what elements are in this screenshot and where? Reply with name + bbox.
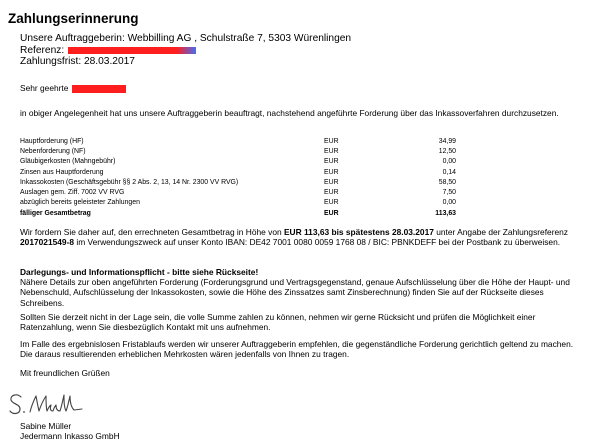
fee-label: abzüglich bereits geleisteter Zahlungen [20, 199, 140, 207]
fee-label: Hauptforderung (HF) [20, 137, 84, 145]
intro-paragraph: in obiger Angelegenheit hat uns unsere Auftraggeberin beauftragt, nachstehend angeführte Forderung über das Inkassoverfahren durchzusetzen. [20, 108, 559, 118]
reference-label: Referenz: [20, 45, 65, 56]
fee-label: Zinsen aus Hauptforderung [20, 168, 104, 176]
fee-amount: 0,00 [442, 158, 456, 166]
payment-text-2: unter Angabe der Zahlungsreferenz [433, 227, 568, 237]
fee-label: Nebenforderung (NF) [20, 147, 86, 155]
disclosure-heading: Darlegungs- und Informationspflicht - bitte siehe Rückseite! [20, 267, 259, 277]
fee-amount: 7,50 [442, 189, 456, 197]
table-row [20, 146, 456, 156]
payment-text-1: Wir fordern Sie daher auf, den errechneten Gesamtbetrag in Höhe von [20, 227, 284, 237]
payment-reference: 2017021549-8 [20, 237, 75, 248]
table-row [20, 136, 456, 146]
amount-due: EUR 113,63 bis spätestens 28.03.2017 [283, 227, 434, 237]
fee-currency: EUR [324, 168, 339, 176]
table-row [20, 177, 456, 187]
redaction-bar [68, 47, 196, 54]
table-row [20, 157, 456, 167]
table-row [20, 187, 456, 197]
fee-amount: 0,00 [442, 199, 456, 207]
payment-text-3: im Verwendungszweck auf unser Konto IBAN: DE42 7001 0080 0059 1768 08 / BIC: PBNKDEFF bei der Postbank zu überweisen. [74, 237, 561, 248]
fee-currency: EUR [324, 158, 339, 166]
total-currency: EUR [324, 209, 339, 217]
fee-currency: EUR [324, 178, 339, 186]
fee-amount: 12,50 [438, 147, 456, 155]
fee-label: Gläubigerkosten (Mahngebühr) [20, 158, 116, 166]
fee-currency: EUR [324, 199, 339, 207]
total-row [20, 208, 456, 218]
fee-label: Auslagen gem. Ziff. 7002 VV RVG [20, 189, 125, 197]
letter-title: Zahlungserinnerung [8, 11, 139, 26]
fee-currency: EUR [324, 189, 339, 197]
warning-paragraph: Im Falle des ergebnislosen Fristablaufs werden wir unserer Auftraggeberin empfehlen, die gegenständliche Forderung gerichtlich geltend zu machen. Die daraus resultierenden erheblichen Mehrkosten wären jedenfalls von Ihnen zu tragen. [20, 339, 574, 360]
salutation-text: Sehr geehrte [20, 83, 69, 93]
salutation [20, 83, 126, 93]
total-label: fälliger Gesamtbetrag [20, 209, 91, 217]
fee-amount: 0,14 [442, 168, 456, 176]
table-row [20, 198, 456, 208]
installment-paragraph: Sollten Sie derzeit nicht in der Lage sein, die volle Summe zahlen zu können, nehmen wir gerne Rücksicht und prüfen die Möglichkeit einer Ratenzahlung, wenn Sie diesbezüglich Kontakt mit uns aufnehmen. [20, 312, 536, 333]
signer-name: Sabine Müller [20, 421, 72, 431]
fee-label: Inkassokosten (Geschäftsgebühr §§ 2 Abs. 2, 13, 14 Nr. 2300 VV RVG) [20, 178, 239, 186]
fee-table [20, 136, 456, 218]
payment-paragraph [20, 227, 580, 248]
closing-line: Mit freundlichen Grüßen [20, 368, 110, 378]
creditor-line: Unsere Auftraggeberin: Webbilling AG , Schulstraße 7, 5303 Würenlingen [20, 33, 352, 44]
fee-currency: EUR [324, 137, 339, 145]
fee-amount: 34,99 [438, 137, 456, 145]
redaction-bar [72, 85, 126, 93]
fee-amount: 58,50 [438, 178, 456, 186]
fee-currency: EUR [324, 147, 339, 155]
total-amount: 113,63 [435, 209, 456, 217]
table-row [20, 167, 456, 177]
disclosure-paragraph: Nähere Details zur oben angeführten Forderung (Forderungsgrund und Vertragsgegenstand, genaue Aufschlüsselung über die Höhe der Haupt- und Nebenschuld, Aufschlüsselung der Inkassokosten, sowie die Höhe des Zinssatzes samt Zinsberechnung) finden Sie auf der Rückseite dieses Schreibens. [20, 277, 570, 308]
signer-company: Jedermann Inkasso GmbH [20, 431, 120, 441]
handwritten-signature [8, 392, 88, 418]
deadline-line: Zahlungsfrist: 28.03.2017 [20, 56, 135, 67]
